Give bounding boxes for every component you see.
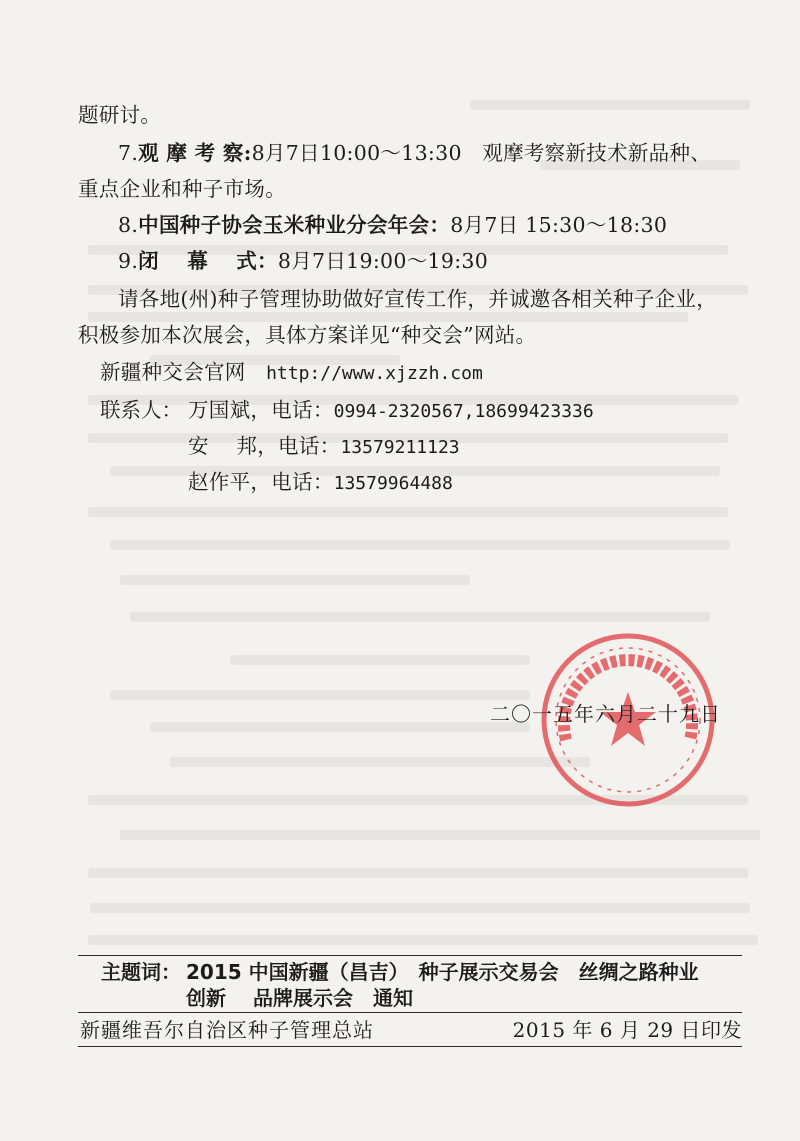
item-number: 7. (118, 141, 139, 165)
subject-words-label: 主题词： (101, 960, 181, 984)
website-row (100, 358, 483, 388)
website-label: 新疆种交会官网 (100, 360, 246, 384)
contact-name: 安 邦 (188, 434, 258, 458)
item-number: 8. (118, 213, 139, 237)
agenda-item-7: 7.观 摩 考 察:8月7日10:00～13:30 观摩考察新技术新品种、 (118, 141, 712, 165)
contact-row: 赵作平，电话：13579964488 (188, 470, 453, 494)
subject-words-line-1: 2015 中国新疆（昌吉） 种子展示交易会 丝绸之路种业 (186, 960, 699, 984)
notice-paragraph-line-1: 请各地(州)种子管理协助做好宣传工作，并诚邀各相关种子企业， (118, 287, 717, 311)
website-link[interactable]: http://www.xjzzh.com (266, 363, 483, 384)
item-label: 观 摩 考 察 (138, 141, 244, 165)
phone-number: 0994-2320567,18699423336 (333, 401, 594, 422)
phone-number: 13579964488 (333, 473, 453, 494)
footer-bottom-rule (78, 1046, 742, 1047)
notice-paragraph-line-2: 积极参加本次展会，具体方案详见“种交会”网站。 (78, 323, 537, 347)
item-label: 闭 幕 式 (138, 249, 258, 273)
item-desc: 观摩考察新技术新品种、 (482, 141, 712, 165)
intro-tail: 题研讨。 (78, 103, 162, 127)
print-date: 2015 年 6 月 29 日印发 (512, 1018, 742, 1042)
item-time: 8月7日 15:30～18:30 (450, 213, 668, 237)
contact-row: 万国斌，电话：0994-2320567,18699423336 (188, 398, 594, 422)
contacts-label: 联系人： (100, 398, 182, 422)
phone-label: 电话： (278, 434, 341, 458)
agenda-item-8: 8.中国种子协会玉米种业分会年会：8月7日 15:30～18:30 (118, 213, 668, 237)
subject-words-line-2: 创新 品牌展示会 通知 (186, 986, 413, 1010)
item-time: 8月7日19:00～19:30 (277, 249, 489, 273)
footer-top-rule (78, 955, 742, 956)
issuing-office: 新疆维吾尔自治区种子管理总站 (80, 1018, 374, 1042)
contact-name: 万国斌 (188, 398, 251, 422)
item-number: 9. (118, 249, 139, 273)
agenda-item-9: 9.闭 幕 式：8月7日19:00～19:30 (118, 249, 489, 273)
contact-name: 赵作平 (188, 470, 251, 494)
item-label: 中国种子协会玉米种业分会年会 (138, 213, 430, 237)
phone-number: 13579211123 (340, 437, 460, 458)
item-time: 8月7日10:00～13:30 (251, 141, 462, 165)
phone-label: 电话： (271, 398, 334, 422)
footer-middle-rule (78, 1012, 742, 1013)
contact-row: 安 邦，电话：13579211123 (188, 434, 460, 458)
signature-date: 二〇一五年六月二十九日 (490, 702, 721, 726)
agenda-item-7-continued: 重点企业和种子市场。 (78, 177, 286, 201)
phone-label: 电话： (271, 470, 334, 494)
